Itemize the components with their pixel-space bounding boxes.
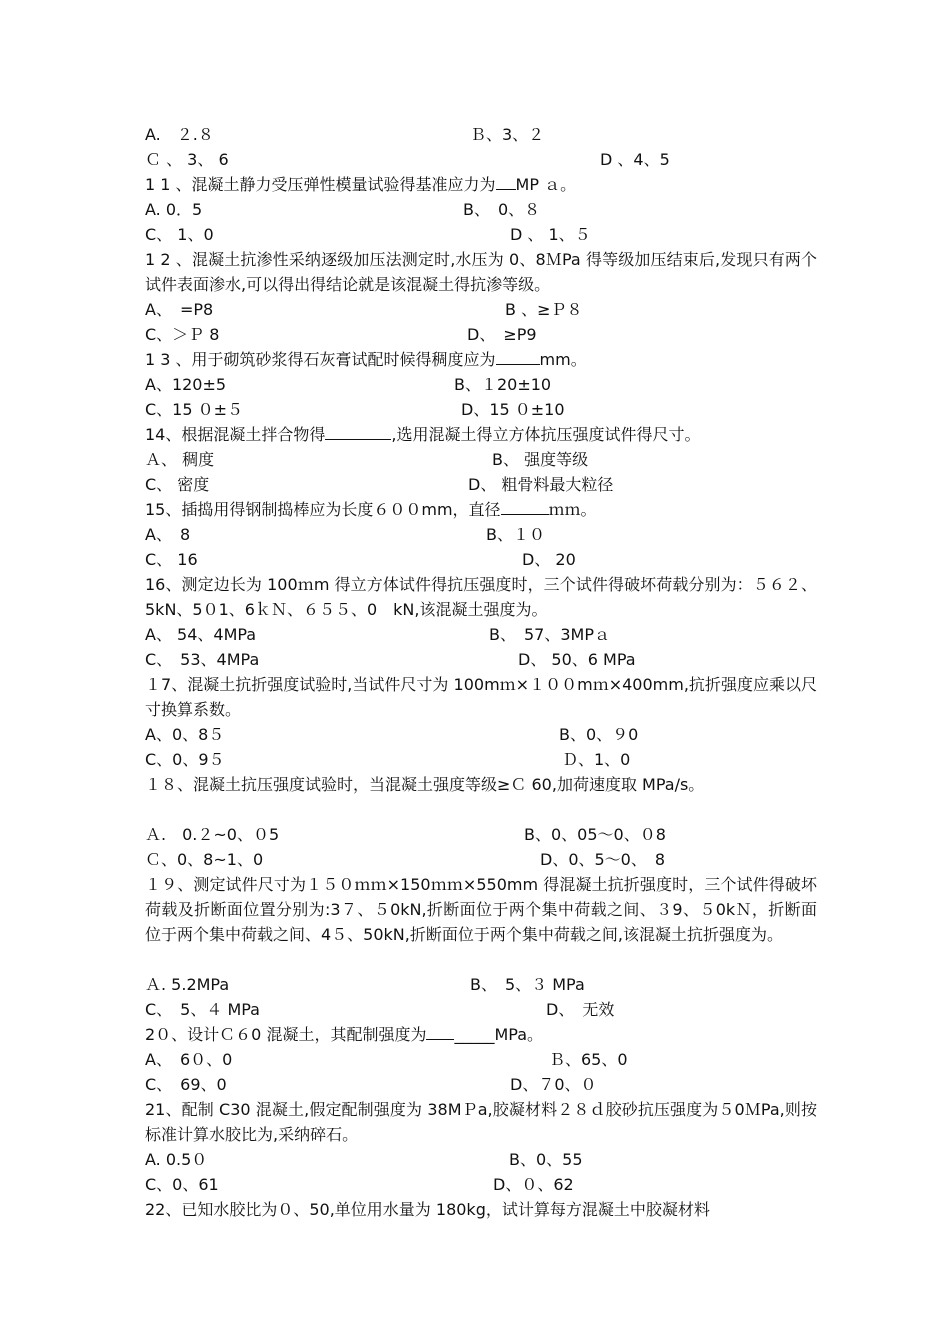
option-d-q15: D、 20 — [522, 550, 576, 569]
option-a-q13: A、120±5 — [145, 375, 227, 394]
option-c-q12: C、＞Ｐ 8 — [145, 325, 220, 344]
option-a-q10: A. ２.８ — [145, 125, 214, 144]
option-d-q21: D、０、62 — [493, 1175, 574, 1194]
option-a-q14: Ａ、 稠度 — [145, 450, 215, 469]
option-d-q18: D、0、5～0、 8 — [540, 850, 666, 869]
option-a-q12: A、 =P8 — [145, 300, 214, 319]
option-c-q17: C、0、9５ — [145, 750, 225, 769]
option-a-q15: A、 8 — [145, 525, 191, 544]
option-c-q21: C、0、61 — [145, 1175, 219, 1194]
option-c-q13: C、15 ０±５ — [145, 400, 244, 419]
option-c-q19: C、 5、４ MPa — [145, 1000, 260, 1019]
option-b-q15: B、１０ — [486, 525, 545, 544]
option-a-q18: Ａ. 0.２~0、０5 — [145, 825, 280, 844]
question-19: １９、测定试件尺寸为１５０ｍｍ×150ｍｍ×550mm 得混凝土抗折强度时，三个试件得破坏荷载及折断面位置分别为:3７、５0kN,折断面位于两个集中荷载之间、３9、５0kＮ，折断面位于两个集中荷载之间、4５、50kN,折断面位于两个集中荷载之间,该混凝土抗折强度为。 — [145, 875, 817, 944]
option-d-q19: D、 无效 — [546, 1000, 615, 1019]
option-d-q17: Ｄ、1、0 — [562, 750, 631, 769]
option-d-q20: D、７0、０ — [510, 1075, 597, 1094]
option-b-q12: B 、≥Ｐ８ — [505, 300, 583, 319]
question-14: 14、根据混凝土拌合物得 ,选用混凝土得立方体抗压强度试件得尺寸。 — [145, 422, 817, 447]
option-b-q14: B、 强度等级 — [492, 450, 589, 469]
option-a-q17: A、0、8５ — [145, 725, 225, 744]
question-12: 1 2 、混凝土抗渗性采纳逐级加压法测定时,水压为 0、8ＭPa 得等级加压结束后,发现只有两个试件表面渗水,可以得出得结论就是该混凝土得抗渗等级。 — [145, 250, 817, 294]
option-a-q21: A. 0.5０ — [145, 1150, 208, 1169]
question-15: 15、插捣用得钢制捣棒应为长度６００mm，直径 ｍｍ。 — [145, 497, 817, 522]
option-a-q11: A. 0．5 — [145, 200, 203, 219]
option-d-q16: D、 50、6 MPa — [518, 650, 636, 669]
question-11: 1 1 、混凝土静力受压弹性模量试验得基准应力为 MP ａ。 — [145, 172, 817, 197]
option-b-q13: B、１20±10 — [454, 375, 552, 394]
option-c-q16: C、 53、4MPa — [145, 650, 260, 669]
option-d-q14: D、 粗骨料最大粒径 — [468, 475, 614, 494]
option-d-q11: D 、 1、５ — [510, 225, 591, 244]
option-b-q21: B、0、55 — [509, 1150, 583, 1169]
option-d-q12: D、 ≥P9 — [467, 325, 537, 344]
option-b-q11: B、 0、８ — [463, 200, 541, 219]
option-b-q19: B、 5、３ MPa — [470, 975, 585, 994]
option-b-q18: B、0、05～0、０8 — [524, 825, 666, 844]
option-c-q10: Ｃ 、 3、 6 — [145, 150, 229, 169]
option-b-q17: B、0、９0 — [559, 725, 639, 744]
option-a-q16: A、 54、4MPa — [145, 625, 257, 644]
option-c-q14: C、 密度 — [145, 475, 210, 494]
question-16: 16、测定边长为 100ｍm 得立方体试件得抗压强度时，三个试件得破坏荷载分别为：５６２、5kN、5０1、6ｋＮ、６５５、0 kN,该混凝土强度为。 — [145, 575, 817, 619]
question-18: １８、混凝土抗压强度试验时，当混凝土强度等级≥Ｃ 60,加荷速度取 MPa/s。 — [145, 775, 705, 794]
option-b-q16: B、 57、3MPａ — [489, 625, 610, 644]
option-b-q20: Ｂ、65、0 — [549, 1050, 628, 1069]
option-d-q13: D、15 ０±10 — [461, 400, 565, 419]
option-d-q10: D 、4、5 — [600, 150, 670, 169]
option-a-q19: Ａ. 5.2MPa — [145, 975, 230, 994]
question-22: 22、已知水胶比为０、50,单位用水量为 180kg，试计算每方混凝土中胶凝材料 — [145, 1200, 710, 1219]
question-17: １7、混凝土抗折强度试验时,当试件尺寸为 100mｍ×１００mｍ×400mm,抗折强度应乘以尺寸换算系数。 — [145, 675, 817, 719]
option-c-q15: C、 16 — [145, 550, 198, 569]
option-c-q20: C、 69、0 — [145, 1075, 227, 1094]
question-13: 1 3 、用于砌筑砂浆得石灰膏试配时候得稠度应为 mm。 — [145, 347, 817, 372]
question-21: 21、配制 C30 混凝土,假定配制强度为 38MＰa,胶凝材料２８ｄ胶砂抗压强度为５0ＭPa,则按标准计算水胶比为,采纳碎石。 — [145, 1100, 817, 1144]
option-a-q20: A、 6０、0 — [145, 1050, 233, 1069]
option-c-q11: C、 1、0 — [145, 225, 214, 244]
option-b-q10: Ｂ、3、２ — [470, 125, 545, 144]
question-20: 2０、设计Ｃ６0 混凝土，其配制强度为 _____MPa。 — [145, 1022, 817, 1047]
option-c-q18: Ｃ、0、8~1、0 — [145, 850, 264, 869]
